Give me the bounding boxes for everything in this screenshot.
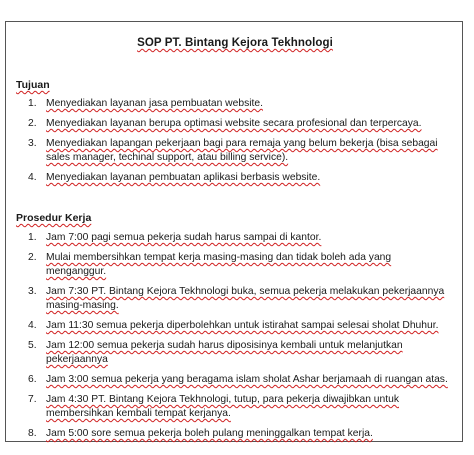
- list-item-text: Jam 7:30 PT. Bintang Kejora Tekhnologi buka, semua pekerja melakukan pekerjaannya masing-masing.: [46, 286, 445, 311]
- list-item: [6, 373, 456, 387]
- list-item-text: Menyediakan lapangan pekerjaan bagi para remaja yang belum bekerja (bisa sebagai sales manager, techinal support, atau billing service).: [46, 138, 438, 163]
- list-item-text: Menyediakan layanan berupa optimasi website secara profesional dan terpercaya.: [46, 118, 422, 129]
- list-item-text: Jam 3:00 semua pekerja yang beragama islam sholat Ashar berjamaah di ruangan atas.: [46, 374, 448, 385]
- list-item-number: 5.: [28, 340, 37, 351]
- list-item: [6, 319, 456, 333]
- list-item-number: 3.: [28, 286, 37, 297]
- list-item-number: 1.: [28, 232, 37, 243]
- list-item-number: 4.: [28, 320, 37, 331]
- section-heading-text: Tujuan: [16, 79, 50, 91]
- list-item: [6, 251, 456, 279]
- list-item-text: Menyediakan layanan pembuatan aplikasi berbasis website.: [46, 172, 321, 183]
- prosedur-kerja-list: [6, 231, 456, 447]
- list-item-number: 2.: [28, 118, 37, 129]
- list-item-text: Menyediakan layanan jasa pembuatan website.: [46, 98, 263, 109]
- list-item: [6, 231, 456, 245]
- list-item-number: 3.: [28, 138, 37, 149]
- list-item-text: Jam 7:00 pagi semua pekerja sudah harus sampai di kantor.: [46, 232, 322, 243]
- list-item-number: 4.: [28, 172, 37, 183]
- list-item-text: Mulai membersihkan tempat kerja masing-masing dan tidak boleh ada yang menganggur.: [46, 252, 392, 277]
- tujuan-list: [6, 97, 456, 191]
- list-item-number: 1.: [28, 98, 37, 109]
- section-heading-text: Prosedur Kerja: [16, 212, 92, 224]
- section-heading-prosedur-kerja: [16, 212, 91, 224]
- list-item: [6, 97, 456, 111]
- document-page: [5, 21, 463, 442]
- list-item: [6, 285, 456, 313]
- list-item: [6, 393, 456, 421]
- list-item-text: Jam 4:30 PT. Bintang Kejora Tekhnologi, tutup, para pekerja diwajibkan untuk membersihkan kembali tempat kerjanya.: [46, 394, 399, 419]
- list-item-text: Jam 5:00 sore semua pekerja boleh pulang meninggalkan tempat kerja.: [46, 428, 373, 439]
- list-item: [6, 339, 456, 367]
- list-item-text: Jam 11:30 semua pekerja diperbolehkan untuk istirahat sampai selesai sholat Dhuhur.: [46, 320, 439, 331]
- list-item-number: 6.: [28, 374, 37, 385]
- section-heading-tujuan: [16, 79, 50, 91]
- list-item: [6, 137, 456, 165]
- list-item-number: 2.: [28, 252, 37, 263]
- list-item: [6, 171, 456, 185]
- list-item: [6, 427, 456, 441]
- document-title-text: SOP PT. Bintang Kejora Tekhnologi: [137, 37, 333, 49]
- document-title: [6, 37, 464, 49]
- list-item-number: 7.: [28, 394, 37, 405]
- list-item: [6, 117, 456, 131]
- list-item-text: Jam 12:00 semua pekerja sudah harus diposisinya kembali untuk melanjutkan pekerjaannya: [46, 340, 403, 365]
- list-item-number: 8.: [28, 428, 37, 439]
